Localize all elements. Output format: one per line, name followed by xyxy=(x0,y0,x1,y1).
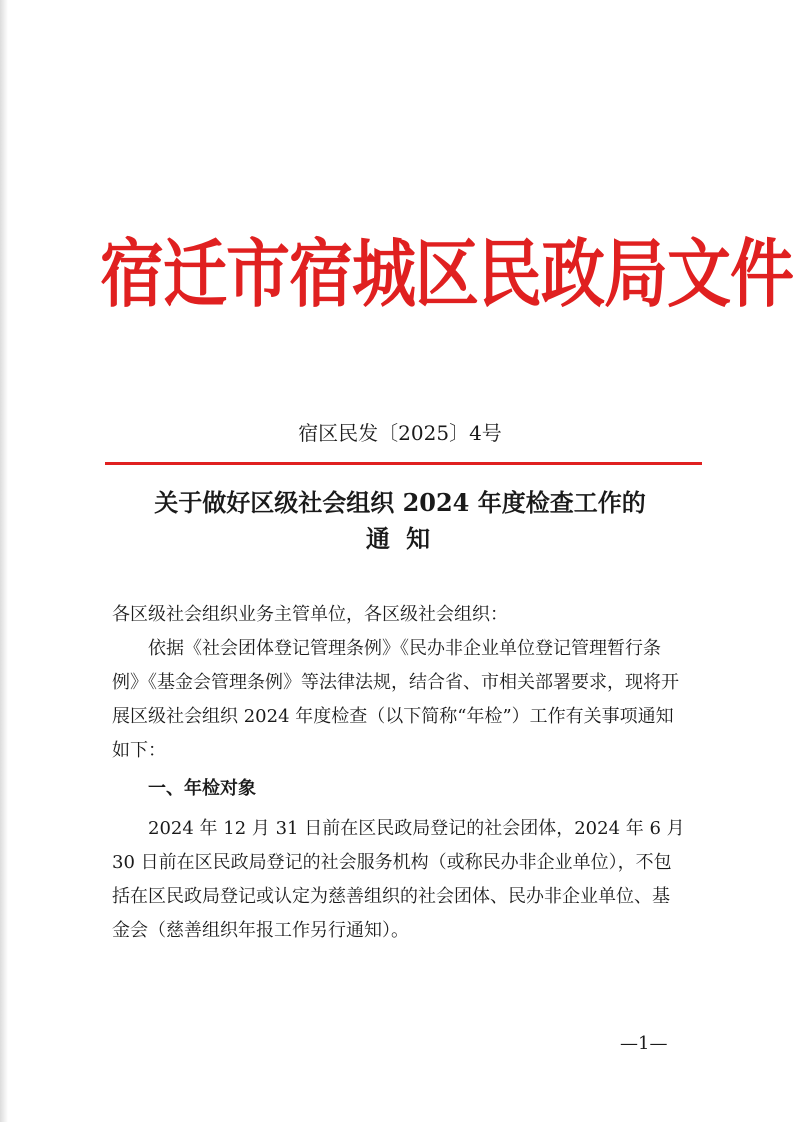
body-paragraph-1: 依据《社会团体登记管理条例》《民办非企业单位登记管理暂行条例》《基金会管理条例》等法律法规，结合省、市相关部署要求，现将开展区级社会组织 2024 年度检查（以下简称“年检”）工作有关事项通知如下： xyxy=(112,638,679,761)
issuing-authority-header: 宿迁市宿城区民政局文件 xyxy=(100,231,793,319)
document-number: 宿区民发〔2025〕4号 xyxy=(298,421,502,445)
red-separator-line xyxy=(105,462,702,465)
body-paragraph-2: 2024 年 12 月 31 日前在区民政局登记的社会团体，2024 年 6 月 30 日前在区民政局登记的社会服务机构（或称民办非企业单位），不包括在区民政局登记或认定为慈善组织的社会团体、民办非企业单位、基金会（慈善组织年报工作另行通知）。 xyxy=(112,818,685,941)
page-number: —1— xyxy=(620,1033,668,1054)
salutation: 各区级社会组织业务主管单位，各区级社会组织： xyxy=(112,604,508,625)
document-title-line-1: 关于做好区级社会组织 2024 年度检查工作的 xyxy=(154,488,646,517)
scan-edge xyxy=(0,0,8,1122)
section-heading-1: 一、年检对象 xyxy=(148,778,256,799)
document-title-line-2: 通 知 xyxy=(365,524,435,553)
document-title xyxy=(100,485,700,557)
